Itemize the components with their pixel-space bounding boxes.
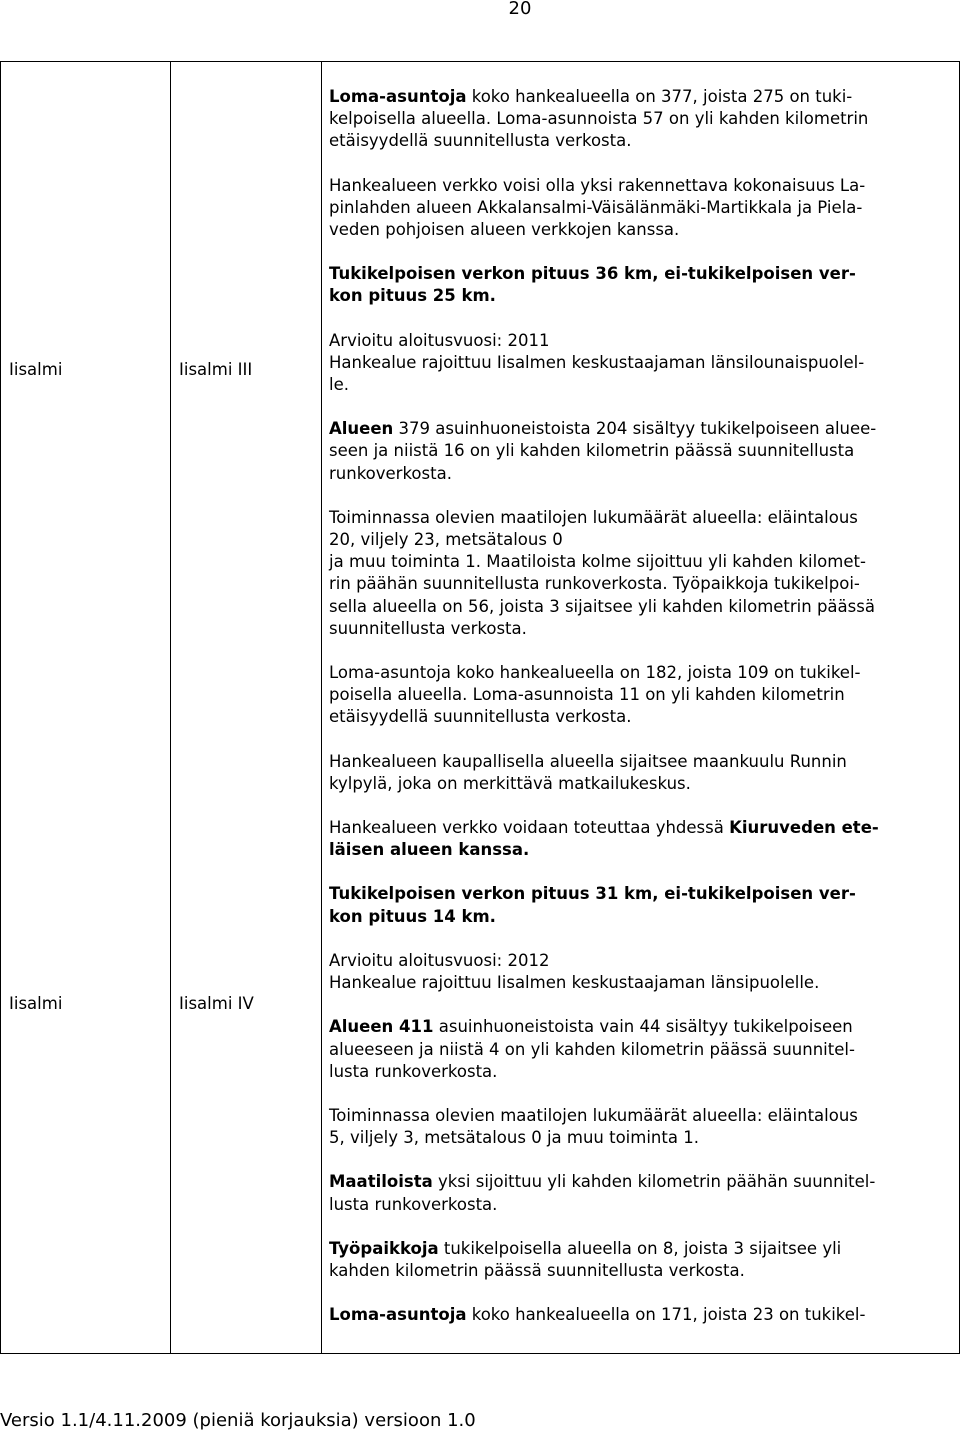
- paragraph: Arvioitu aloitusvuosi: 2011 Hankealue rajoittuu Iisalmen keskustaajaman länsilounaispuolel- le.: [329, 330, 865, 395]
- paragraph: Tukikelpoisen verkon pituus 31 km, ei-tukikelpoisen ver- kon pituus 14 km.: [329, 884, 856, 926]
- paragraph: Maatiloista yksi sijoittuu yli kahden kilometrin päähän suunnitel- lusta runkoverkosta.: [329, 1172, 876, 1214]
- paragraph: Hankealueen verkko voidaan toteuttaa yhdessä Kiuruveden ete- läisen alueen kanssa.: [329, 818, 879, 860]
- paragraph: Tukikelpoisen verkon pituus 36 km, ei-tukikelpoisen ver- kon pituus 25 km.: [329, 264, 856, 306]
- paragraph: Hankealueen kaupallisella alueella sijaitsee maankuulu Runnin kylpylä, joka on merkittävä matkailukeskus.: [329, 751, 847, 793]
- paragraph: Toiminnassa olevien maatilojen lukumäärät alueella: eläintalous 20, viljely 23, metsätalous 0 ja muu toiminta 1. Maatiloista kolme sijoittuu yli kahden kilomet- rin päähän suunnitellusta runkoverkosta. Työpaikkoja tukikelpoi- sella alueella on 56, joista 3 sijaitsee yli kahden kilometrin päässä suunnitellusta verkosta.: [329, 507, 875, 638]
- paragraph: Alueen 379 asuinhuoneistoista 204 sisältyy tukikelpoiseen aluee- seen ja niistä 16 on yli kahden kilometrin päässä suunnitellusta runkoverkosta.: [329, 419, 877, 483]
- area-label: Iisalmi IV: [179, 994, 254, 1013]
- table-row: [1, 62, 960, 1354]
- paragraph: Toiminnassa olevien maatilojen lukumäärät alueella: eläintalous 5, viljely 3, metsätalous 0 ja muu toiminta 1.: [329, 1105, 858, 1148]
- paragraph: Alueen 411 asuinhuoneistoista vain 44 sisältyy tukikelpoiseen alueeseen ja niistä 4 on yli kahden kilometrin päässä suunnitel- lusta runkoverkosta.: [329, 1017, 855, 1081]
- project-table: [0, 61, 960, 1354]
- description-column: [322, 62, 960, 1354]
- municipality-column: [1, 62, 171, 1354]
- paragraph: Loma-asuntoja koko hankealueella on 171, joista 23 on tukikel-: [329, 1305, 866, 1325]
- footer-version: Versio 1.1/4.11.2009 (pieniä korjauksia) versioon 1.0: [0, 1410, 476, 1431]
- paragraph: Loma-asuntoja koko hankealueella on 377, joista 275 on tuki- kelpoisella alueella. Loma-asunnoista 57 on yli kahden kilometrin etäisyydellä suunnitellusta verkosta.: [329, 87, 869, 151]
- area-label: Iisalmi III: [179, 360, 253, 379]
- area-column: [171, 62, 322, 1354]
- paragraph: Arvioitu aloitusvuosi: 2012 Hankealue rajoittuu Iisalmen keskustaajaman länsipuolelle.: [329, 950, 820, 993]
- page-number: 20: [508, 0, 532, 19]
- municipality-label: Iisalmi: [9, 994, 63, 1013]
- description-text: [329, 86, 949, 1326]
- paragraph: Hankealueen verkko voisi olla yksi rakennettava kokonaisuus La- pinlahden alueen Akkalansalmi-Väisälänmäki-Martikkala ja Piela- veden pohjoisen alueen verkkojen kanssa.: [329, 175, 866, 240]
- paragraph: Loma-asuntoja koko hankealueella on 182, joista 109 on tukikel- poisella alueella. Loma-asunnoista 11 on yli kahden kilometrin etäisyydellä suunnitellusta verkosta.: [329, 663, 861, 727]
- paragraph: Työpaikkoja tukikelpoisella alueella on 8, joista 3 sijaitsee yli kahden kilometrin päässä suunnitellusta verkosta.: [329, 1238, 842, 1280]
- municipality-label: Iisalmi: [9, 360, 63, 379]
